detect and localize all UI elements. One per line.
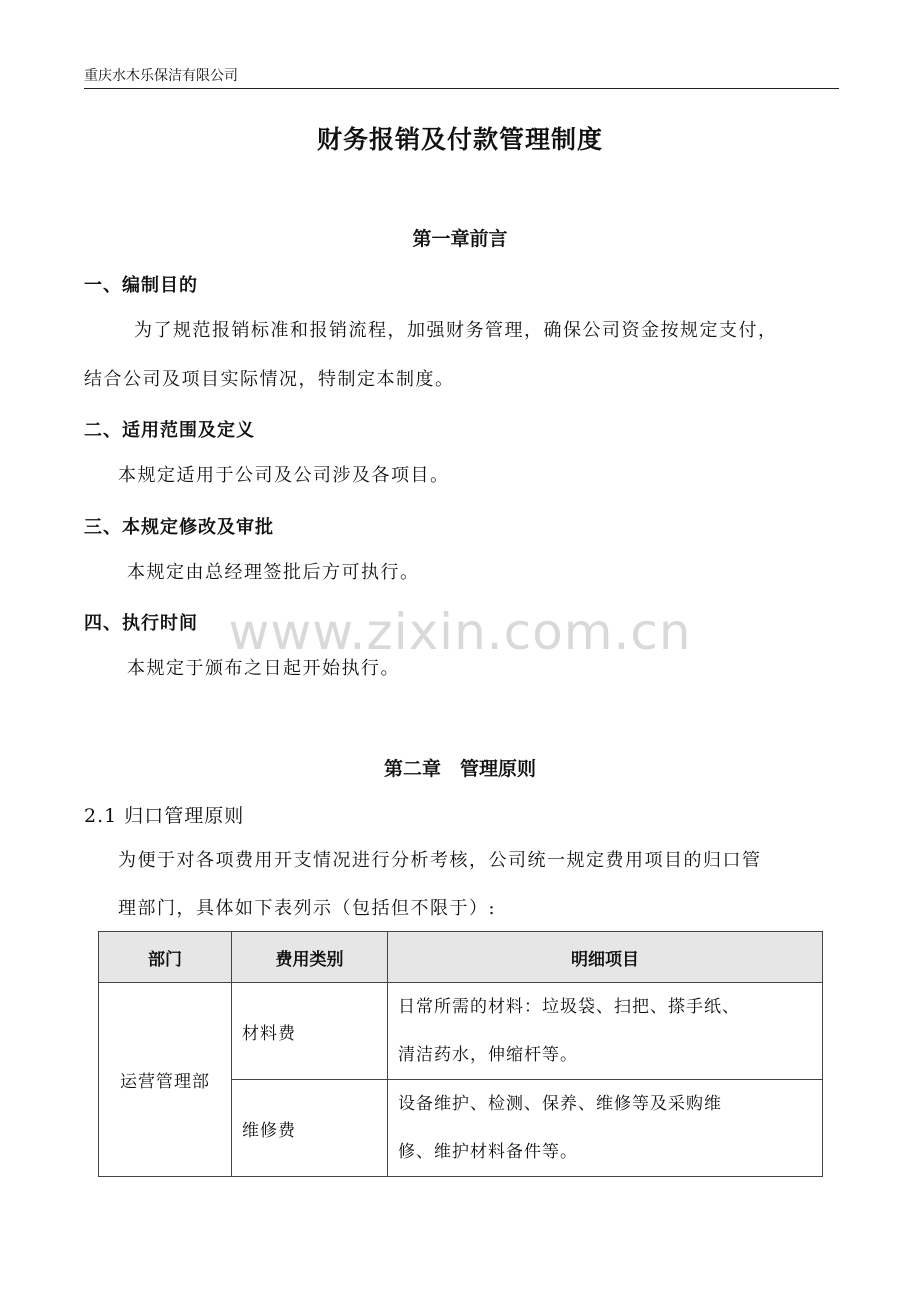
header-department: 部门 xyxy=(99,932,232,983)
header-detail: 明细项目 xyxy=(388,932,823,983)
category-cell: 材料费 xyxy=(232,983,388,1080)
section-heading-purpose: 一、编制目的 xyxy=(84,275,198,296)
document-title: 财务报销及付款管理制度 xyxy=(316,125,603,154)
section-heading-effective: 四、执行时间 xyxy=(84,613,198,634)
intro-line-2: 理部门，具体如下表列示（包括但不限于）: xyxy=(118,898,497,919)
detail-line: 修、维护材料备件等。 xyxy=(398,1142,578,1162)
purpose-line-1: 为了规范报销标准和报销流程，加强财务管理，确保公司资金按规定支付， xyxy=(134,320,778,341)
chapter-1-title: 第一章前言 xyxy=(412,228,508,250)
chapter-2-title: 第二章 管理原则 xyxy=(383,758,536,780)
category-cell: 维修费 xyxy=(232,1080,388,1177)
detail-cell xyxy=(388,983,823,1080)
table-header-row xyxy=(99,932,823,983)
detail-line: 设备维护、检测、保养、维修等及采购维 xyxy=(398,1094,722,1114)
approval-line: 本规定由总经理签批后方可执行。 xyxy=(127,562,420,583)
expense-table xyxy=(98,931,823,1177)
intro-line-1: 为便于对各项费用开支情况进行分析考核，公司统一规定费用项目的归口管 xyxy=(118,850,762,871)
scope-line: 本规定适用于公司及公司涉及各项目。 xyxy=(118,465,450,486)
section-heading-2-1: 2.1 归口管理原则 xyxy=(84,805,245,827)
page-header xyxy=(84,66,839,89)
detail-line: 清洁药水，伸缩杆等。 xyxy=(398,1045,578,1065)
table-row xyxy=(99,983,823,1080)
watermark: www.zixin.com.cn xyxy=(228,603,692,661)
detail-line: 日常所需的材料：垃圾袋、扫把、搽手纸、 xyxy=(398,997,740,1017)
effective-line: 本规定于颁布之日起开始执行。 xyxy=(127,658,400,679)
company-name: 重庆水木乐保洁有限公司 xyxy=(84,68,238,84)
header-category: 费用类别 xyxy=(232,932,388,983)
section-heading-scope: 二、适用范围及定义 xyxy=(84,420,255,441)
detail-cell xyxy=(388,1080,823,1177)
section-heading-approval: 三、本规定修改及审批 xyxy=(84,517,274,538)
purpose-line-2: 结合公司及项目实际情况，特制定本制度。 xyxy=(84,369,455,390)
department-cell: 运营管理部 xyxy=(99,983,232,1177)
